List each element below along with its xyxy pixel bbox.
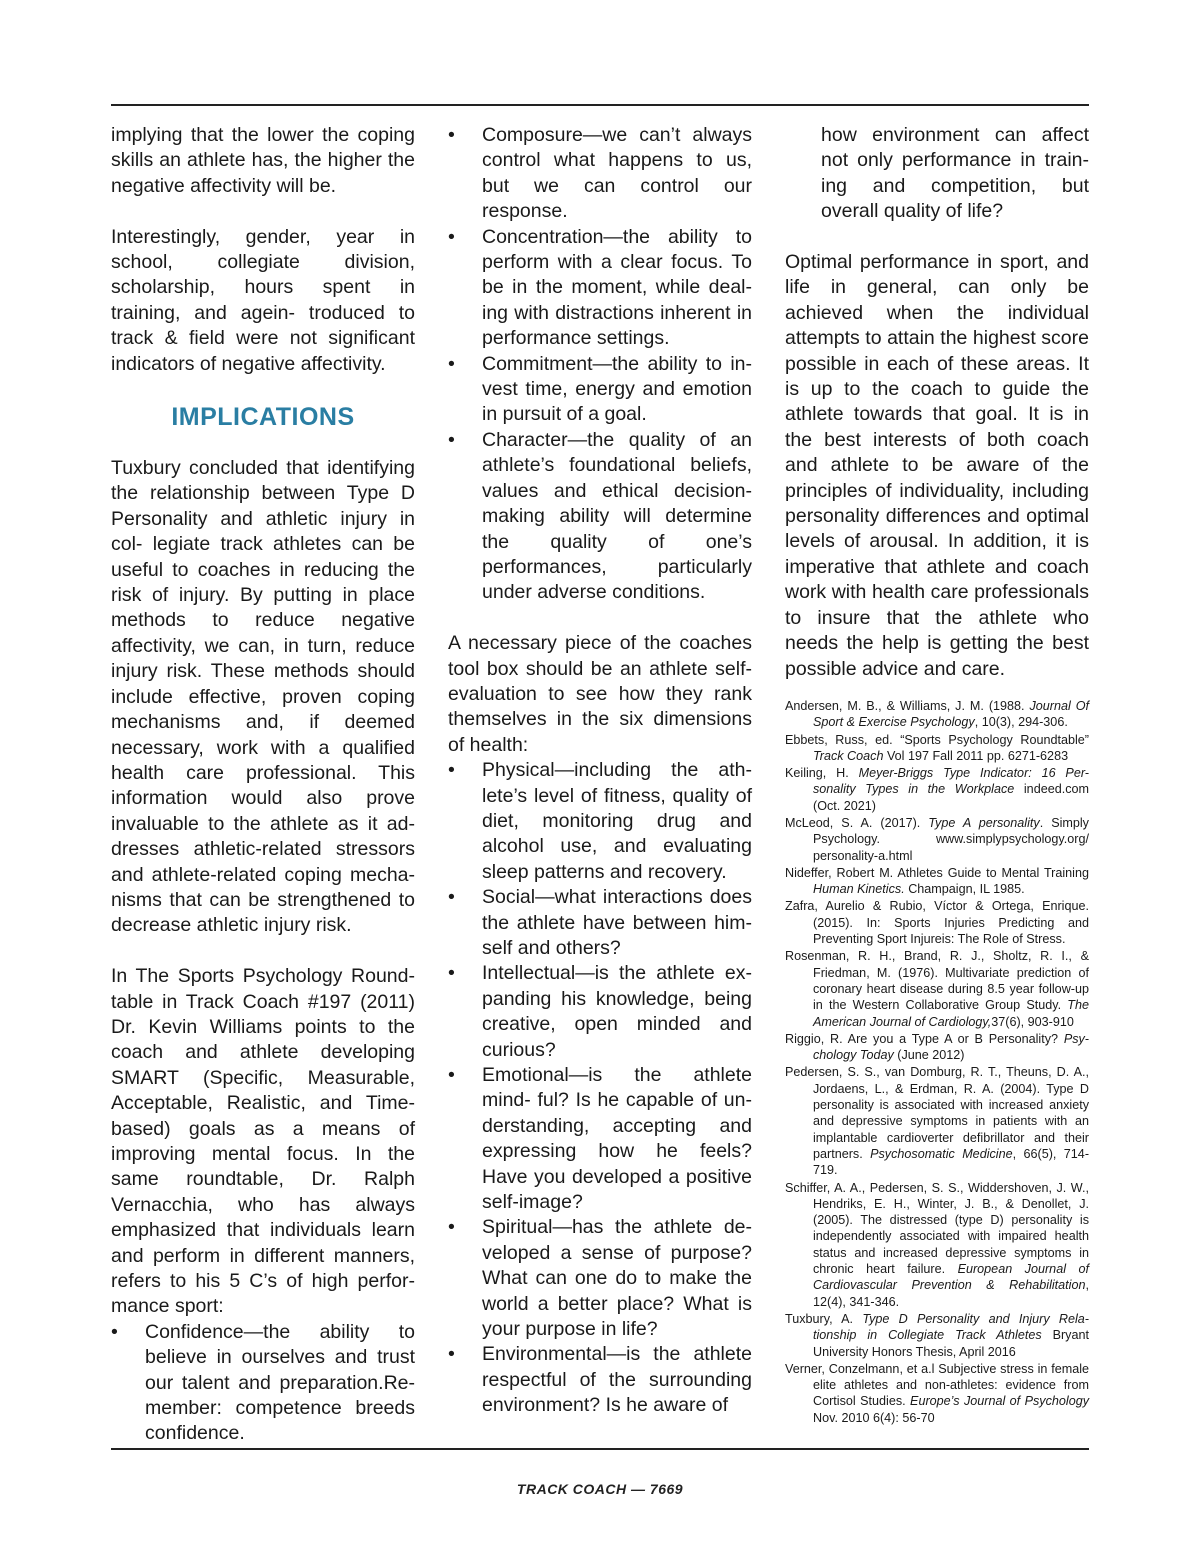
reference-entry (785, 698, 1089, 731)
reference-title: Human Kinetics. (813, 882, 905, 897)
paragraph: Tuxbury concluded that identifying the relationship between Type D Personality and athletic injury in col- legiate track athletes can be useful to coaches in reducing the risk of injury. By putting in place methods to reduce negative affectivity, we can, in turn, reduce injury risk. These methods should include effective, proven coping mechanisms and, if deemed necessary, work with a qualified health care professional. This information would also prove invaluable to the athlete as it ad- dresses athletic-related stressors and athlete-related coping mecha- nisms that can be strengthened to decrease athletic injury risk. (111, 457, 415, 937)
list-item: • Social—what interactions does the athlete have between him- self and others? (448, 885, 752, 961)
reference-text: , 66(5), 714-719. (813, 1146, 1090, 1178)
list-item: • Intellectual—is the athlete ex- panding his knowledge, being creative, open minded and curious? (448, 961, 752, 1063)
reference-entry (785, 1311, 1089, 1360)
reference-text: Tuxbury, A. (785, 1311, 863, 1326)
paragraph: In The Sports Psychology Round- table in Track Coach #197 (2011) Dr. Kevin Williams points to the coach and athlete developing SMART (Specific, Measurable, Acceptable, Realistic, and Time-based) goals as a means of improving mental focus. In the same roundtable, Dr. Ralph Vernacchia, who has always emphasized that individuals learn and perform in different manners, refers to his 5 C’s of high perfor- mance sport: (111, 965, 415, 1318)
references-list (785, 698, 1089, 1426)
reference-entry (785, 1064, 1089, 1178)
reference-text: Champaign, IL 1985. (904, 882, 1025, 897)
reference-text: , 12(4), 341-346. (813, 1278, 1089, 1309)
paragraph: implying that the lower the coping skills an athlete has, the higher the negative affectivity will be. (111, 124, 415, 197)
top-rule (111, 104, 1089, 106)
reference-text: Schiffer, A. A., Pedersen, S. S., Widdershoven, J. W., Hendriks, E. H., Winter, J. B., & Denollet, J. (2005). The distressed (type D) personality is independently associated with impaired health status and increased depressive symptoms in chronic heart failure. (785, 1180, 1089, 1277)
reference-text: , 10(3), 294-306. (974, 715, 1068, 730)
reference-entry (785, 732, 1089, 765)
reference-title: Track Coach (813, 748, 884, 763)
reference-text: 37(6), 903-910 (991, 1014, 1074, 1029)
list-item: • Concentration—the ability to perform with a clear focus. To be in the moment, while deal- ing with distractions inherent in performance settings. (448, 225, 752, 352)
page-footer: TRACK COACH — 7669 (516, 1481, 684, 1497)
reference-text: Keiling, H. (785, 766, 859, 781)
paragraph: Interestingly, gender, year in school, collegiate division, scholarship, hours spent in training, and agein- troduced to track & field were not significant indicators of negative affectivity. (111, 225, 415, 375)
reference-entry (785, 948, 1089, 1029)
reference-text: Verner, Conzelmann, et a.l Subjective stress in female elite athletes and non-athletes: evidence from Cortisol Studies. (785, 1361, 1089, 1409)
reference-text: indeed.com (Oct. 2021) (813, 782, 1089, 813)
list-item-continuation: how environment can affect not only performance in train- ing and competition, but overall quality of life? (821, 124, 1089, 223)
section-heading: IMPLICATIONS (171, 403, 355, 432)
reference-title: Psychosomatic Medicine (870, 1146, 1013, 1161)
reference-text: Andersen, M. B., & Williams, J. M. (1988. (785, 698, 1030, 713)
reference-title: Journal Of Sport & Exercise Psychology (813, 698, 1089, 730)
list-item: • Emotional—is the athlete mind- ful? Is he capable of un- derstanding, accepting and expressing how he feels? Have you developed a positive self-image? (448, 1063, 752, 1215)
list-item: • Character—the quality of an athlete’s foundational beliefs, values and ethical decision- making ability will determine the quality of one’s performances, particularly under adverse conditions. (448, 428, 752, 606)
reference-entry (785, 1031, 1089, 1064)
bullet-list-5cs (111, 1320, 415, 1447)
reference-title: Europe’s Journal of Psychology (910, 1394, 1089, 1409)
reference-title: The American Journal of Cardiology, (813, 998, 1089, 1029)
bullet-list-5cs-cont (448, 123, 752, 606)
bullet-list-dimensions (448, 758, 752, 1419)
reference-entry (785, 1180, 1089, 1310)
reference-title: Type A personality (928, 816, 1040, 830)
reference-text: Riggio, R. Are you a Type A or B Personality? (785, 1031, 1064, 1046)
column-3 (785, 123, 1089, 1427)
reference-title: European Journal of Cardiovascular Prevention & Rehabilitation (813, 1262, 1089, 1293)
column-1 (111, 123, 415, 1447)
list-item: • Composure—we can’t always control what happens to us, but we can control our response. (448, 123, 752, 225)
reference-entry (785, 898, 1089, 947)
list-item: • Confidence—the ability to believe in ourselves and trust our talent and preparation.Re- member: competence breeds confidence. (111, 1320, 415, 1447)
reference-title: Psy- chology Today (813, 1031, 1089, 1063)
bottom-rule (111, 1448, 1089, 1450)
column-2 (448, 123, 752, 1419)
reference-text: Zafra, Aurelio & Rubio, Víctor & Ortega, Enrique. (2015). In: Sports Injuries Predicting and Preventing Sport Injureis: The Role of Stress. (785, 899, 1089, 947)
reference-text: Nideffer, Robert M. Athletes Guide to Mental Training (785, 865, 1089, 880)
paragraph: Optimal performance in sport, and life in general, can only be achieved when the individual attempts to attain the highest score possible in each of these areas. It is up to the coach to guide the athlete towards that goal. It is in the best interests of both coach and athlete to be aware of the principles of individuality, including personality differences and optimal levels of arousal. In addition, it is imperative that athlete and coach work with health care professionals to insure that the athlete who needs the help is getting the best possible advice and care. (785, 251, 1089, 680)
paragraph: A necessary piece of the coaches tool box should be an athlete self- evaluation to see how they rank themselves in the six dimensions of health: (448, 632, 752, 756)
list-item: • Spiritual—has the athlete de- veloped a sense of purpose? What can one do to make the world a better place? What is your purpose in life? (448, 1215, 752, 1342)
reference-text: . Simply Psychology. www.simplypsychology.org/ personality-a.html (813, 816, 1089, 863)
reference-text: Bryant University Honors Thesis, April 2016 (813, 1328, 1089, 1359)
reference-text: Ebbets, Russ, ed. “Sports Psychology Roundtable” (785, 732, 1089, 747)
reference-text: Rosenman, R. H., Brand, R. J., Sholtz, R. I., & Friedman, M. (1976). Multivariate prediction of coronary heart disease during 8.5 year follow-up in the Western Collaborative Group Study. (785, 949, 1089, 1013)
reference-entry (785, 765, 1089, 814)
reference-entry (785, 865, 1089, 898)
list-item: • Physical—including the ath- lete’s level of fitness, quality of diet, monitoring drug and alcohol use, and evaluating sleep patterns and recovery. (448, 758, 752, 885)
reference-title: Type D Personality and Injury Rela- tionship in Collegiate Track Athletes (813, 1311, 1089, 1343)
reference-text: (June 2012) (893, 1048, 965, 1063)
reference-entry (785, 1361, 1089, 1426)
list-item: • Commitment—the ability to in- vest time, energy and emotion in pursuit of a goal. (448, 352, 752, 428)
reference-text: Pedersen, S. S., van Domburg, R. T., Theuns, D. A., Jordaens, L., & Erdman, R. A. (2004). Type D personality is associated with increased anxiety and depressive symptoms in patients with an implantable cardioverter defibrillator and their partners. (785, 1065, 1089, 1161)
reference-text: Nov. 2010 6(4): 56-70 (813, 1410, 935, 1425)
reference-text: McLeod, S. A. (2017). (785, 816, 929, 830)
list-item: • Environmental—is the athlete respectful of the surrounding environment? Is he aware of (448, 1342, 752, 1418)
reference-title: Meyer-Briggs Type Indicator: 16 Per- sonality Types in the Workplace (813, 766, 1089, 797)
reference-entry (785, 815, 1089, 864)
reference-text: Vol 197 Fall 2011 pp. 6271-6283 (883, 748, 1069, 763)
